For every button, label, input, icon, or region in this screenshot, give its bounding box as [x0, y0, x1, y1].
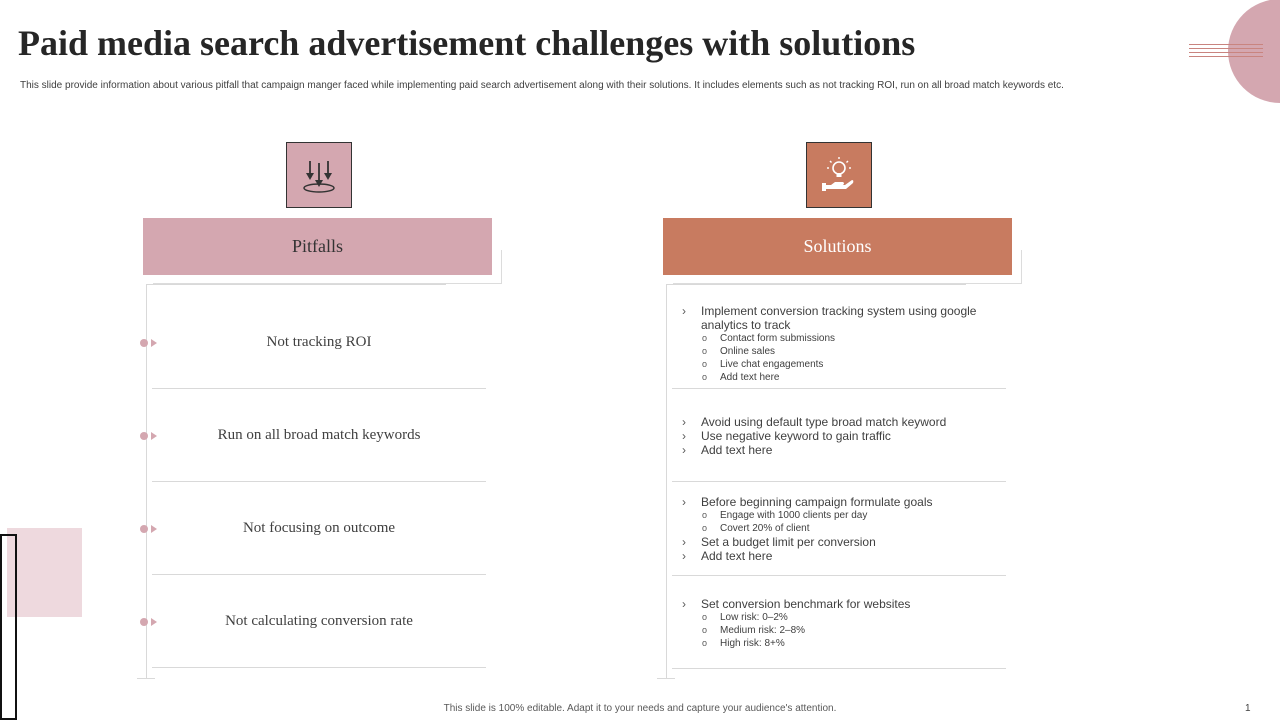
- solution-group: [672, 304, 1006, 389]
- solution-subline: o Medium risk: 2–8%: [682, 624, 1006, 637]
- pitfall-item-label: Not calculating conversion rate: [225, 612, 413, 629]
- pitfalls-header: [143, 218, 492, 275]
- slide-subtitle: This slide provide information about various pitfall that campaign manger faced while implementing paid search advertisement along with their solutions. It includes elements such as not tracking ROI, run on all broad match keywords etc.: [20, 80, 1064, 91]
- pitfalls-icon-box: [286, 142, 352, 208]
- solutions-column-line: [666, 284, 667, 679]
- pitfall-bullet-arrow: [151, 432, 157, 440]
- solutions-icon-box: [806, 142, 872, 208]
- decorative-lines: [1189, 44, 1263, 60]
- solution-subline: o Online sales: [682, 345, 1006, 358]
- solution-line: › Set a budget limit per conversion: [682, 535, 1006, 549]
- solution-line: › Use negative keyword to gain traffic: [682, 429, 1006, 443]
- solution-line: › Before beginning campaign formulate goals: [682, 495, 1006, 509]
- falling-arrows-target-icon: [299, 155, 339, 195]
- decorative-frame: [0, 534, 17, 720]
- pitfall-bullet-arrow: [151, 525, 157, 533]
- hand-lightbulb-icon: [819, 155, 859, 195]
- pitfall-bullet-dot: [140, 432, 148, 440]
- pitfall-item: [152, 575, 486, 668]
- solution-group: [672, 495, 1006, 576]
- pitfall-item: [152, 482, 486, 575]
- pitfall-item-label: Not focusing on outcome: [242, 519, 396, 536]
- solutions-column-top: [666, 284, 966, 285]
- solution-line: › Add text here: [682, 443, 1006, 457]
- pitfall-bullet-dot: [140, 339, 148, 347]
- solution-group: [672, 415, 1006, 482]
- solution-subline: o Add text here: [682, 371, 1006, 384]
- pitfall-item-label: Run on all broad match keywords: [217, 426, 421, 443]
- solutions-header: [663, 218, 1012, 275]
- solution-line: › Avoid using default type broad match keyword: [682, 415, 1006, 429]
- pitfall-bullet-arrow: [151, 618, 157, 626]
- solution-subline: o High risk: 8+%: [682, 637, 1006, 650]
- pitfall-item: [152, 296, 486, 389]
- page-number: 1: [1245, 703, 1251, 714]
- solution-line: › Implement conversion tracking system using google analytics to track: [682, 304, 1006, 332]
- pitfall-bullet-arrow: [151, 339, 157, 347]
- solution-line: › Set conversion benchmark for websites: [682, 597, 1006, 611]
- solutions-header-label: Solutions: [803, 236, 872, 256]
- pitfall-item: [152, 389, 486, 482]
- pitfall-bullet-dot: [140, 525, 148, 533]
- solution-subline: o Live chat engagements: [682, 358, 1006, 371]
- solution-subline: o Contact form submissions: [682, 332, 1006, 345]
- solution-subline: o Low risk: 0–2%: [682, 611, 1006, 624]
- pitfall-bullet-dot: [140, 618, 148, 626]
- solution-line: › Add text here: [682, 549, 1006, 563]
- slide-footer: This slide is 100% editable. Adapt it to your needs and capture your audience's attention.: [443, 703, 837, 714]
- pitfall-item-label: Not tracking ROI: [266, 333, 372, 350]
- solution-group: [672, 597, 1006, 669]
- pitfalls-column-top: [146, 284, 446, 285]
- pitfalls-column-bottom: [137, 678, 155, 679]
- solutions-column-bottom: [657, 678, 675, 679]
- slide-title: Paid media search advertisement challenges with solutions: [18, 23, 916, 63]
- solution-subline: o Covert 20% of client: [682, 522, 1006, 535]
- decorative-square: [7, 528, 82, 617]
- pitfalls-header-label: Pitfalls: [291, 236, 343, 256]
- solution-subline: o Engage with 1000 clients per day: [682, 509, 1006, 522]
